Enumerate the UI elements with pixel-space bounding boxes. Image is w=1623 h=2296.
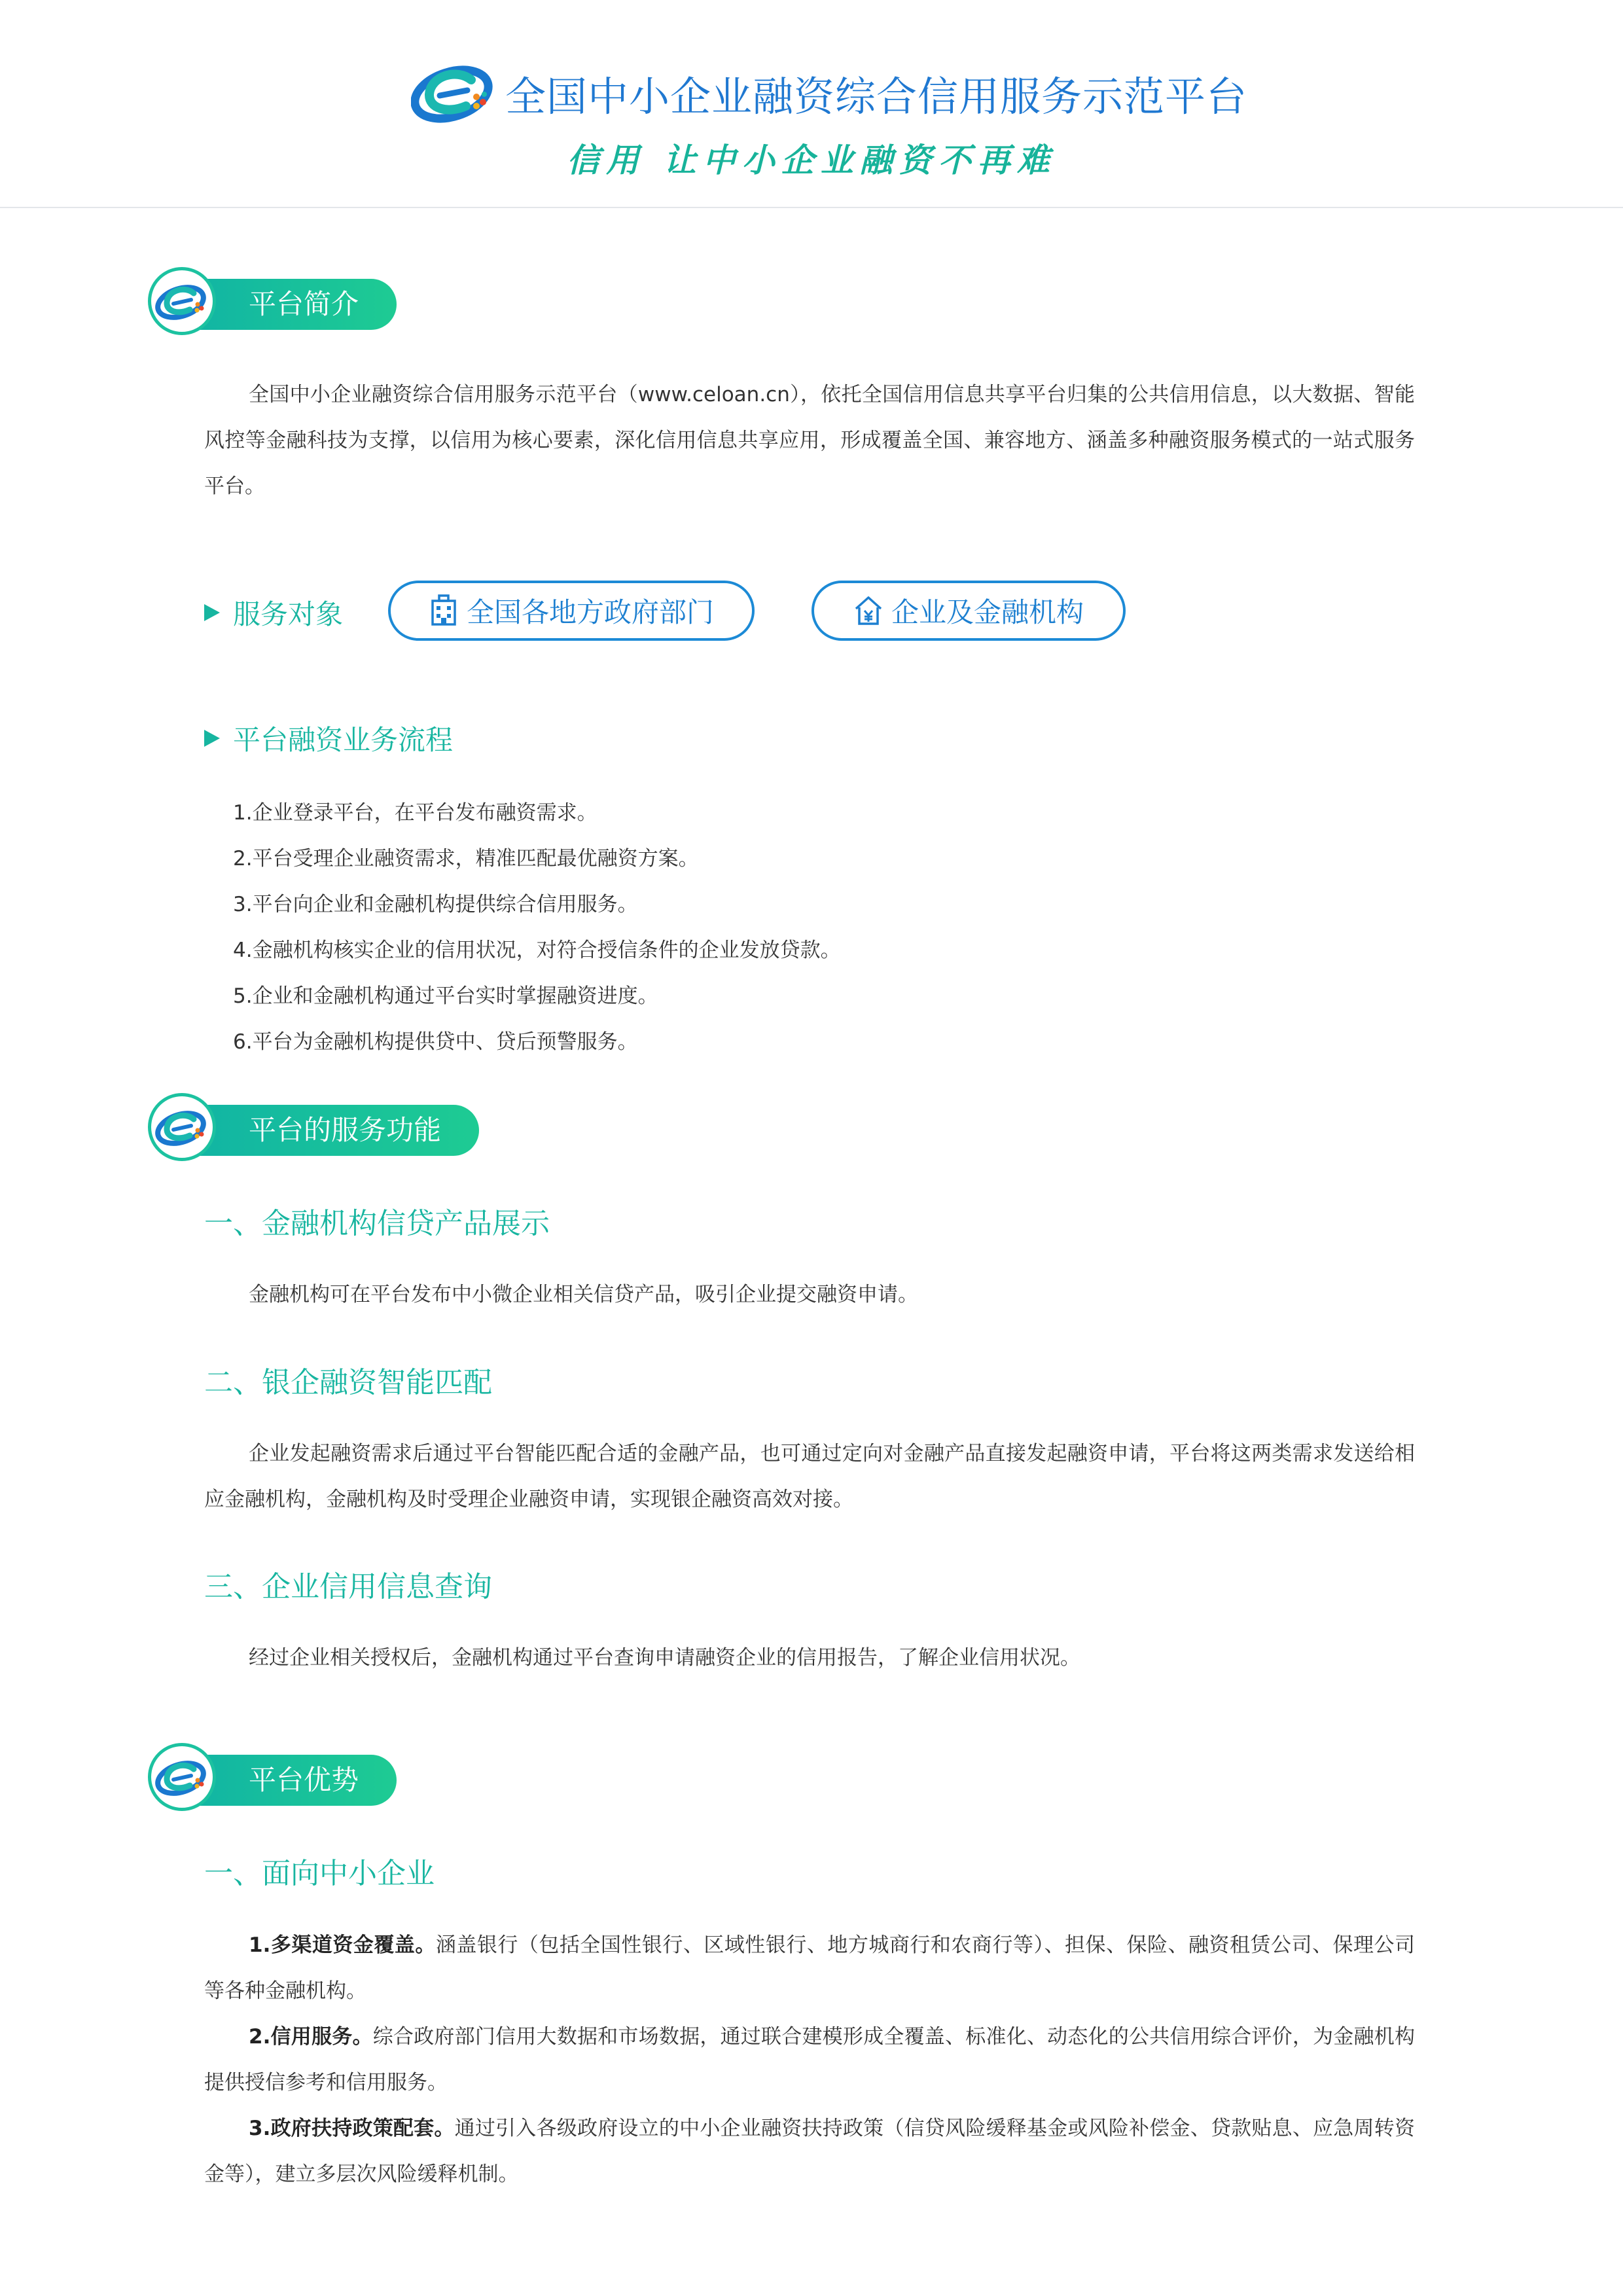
section-badge-label: 平台优势 xyxy=(186,1755,397,1806)
bank-house-icon xyxy=(853,594,883,627)
section-logo-icon xyxy=(148,1743,216,1811)
process-heading xyxy=(204,719,453,758)
list-item: 1.企业登录平台，在平台发布融资需求。 xyxy=(233,801,597,825)
function-text-1: 金融机构可在平台发布中小微企业相关信贷产品，吸引企业提交融资申请。 xyxy=(249,1283,918,1306)
intro-paragraph: 全国中小企业融资综合信用服务示范平台（www.celoan.cn），依托全国信用信息共享平台归集的公共信用信息，以大数据、智能风控等金融科技为支撑，以信用为核心要素，深化信用信息共享应用，形成覆盖全国、兼容地方、涵盖多种融资服务模式的一站式服务平台。 xyxy=(204,383,1415,498)
section-badge-label: 平台简介 xyxy=(186,279,397,330)
function-heading-3: 三、企业信用信息查询 xyxy=(204,1570,492,1604)
target-government-label: 全国各地方政府部门 xyxy=(466,596,714,628)
list-item: 3.平台向企业和金融机构提供综合信用服务。 xyxy=(233,893,638,916)
advantage-item-2 xyxy=(204,2014,1415,2106)
advantage-item-3 xyxy=(204,2106,1415,2197)
service-targets-heading xyxy=(204,593,343,632)
advantage-item-text: 综合政府部门信用大数据和市场数据，通过联合建模形成全覆盖、标准化、动态化的公共信用综合评价，为金融机构提供授信参考和信用服务。 xyxy=(204,2025,1415,2094)
function-text-3: 经过企业相关授权后，金融机构通过平台查询申请融资企业的信用报告，了解企业信用状况。 xyxy=(249,1646,1080,1670)
target-government-button[interactable] xyxy=(388,581,755,641)
advantage-heading: 一、面向中小企业 xyxy=(204,1857,435,1890)
section-logo-icon xyxy=(148,1093,216,1161)
platform-logo-icon xyxy=(154,1102,209,1152)
platform-logo-icon xyxy=(154,1752,209,1802)
government-building-icon xyxy=(429,594,459,627)
arrow-right-icon xyxy=(204,730,220,747)
platform-logo-icon xyxy=(411,54,496,132)
platform-logo-icon xyxy=(154,276,209,326)
advantage-item-title: 2.信用服务。 xyxy=(249,2025,373,2049)
target-enterprise-button[interactable] xyxy=(812,581,1126,641)
section-badge-label: 平台的服务功能 xyxy=(186,1105,479,1156)
target-enterprise-label: 企业及金融机构 xyxy=(891,596,1084,628)
service-targets-label: 服务对象 xyxy=(233,598,344,630)
advantage-item-title: 1.多渠道资金覆盖。 xyxy=(249,1933,436,1957)
function-heading-2: 二、银企融资智能匹配 xyxy=(204,1366,492,1399)
function-text-2: 企业发起融资需求后通过平台智能匹配合适的金融产品，也可通过定向对金融产品直接发起融资申请，平台将这两类需求发送给相应金融机构，金融机构及时受理企业融资申请，实现银企融资高效对接。 xyxy=(204,1442,1415,1511)
advantage-item-title: 3.政府扶持政策配套。 xyxy=(249,2117,455,2140)
brand[interactable] xyxy=(411,54,1247,132)
list-item: 2.平台受理企业融资需求，精准匹配最优融资方案。 xyxy=(233,847,699,870)
arrow-right-icon xyxy=(204,604,220,621)
process-label: 平台融资业务流程 xyxy=(233,724,454,756)
site-title: 全国中小企业融资综合信用服务示范平台 xyxy=(505,72,1248,120)
advantage-item-text: 通过引入各级政府设立的中小企业融资扶持政策（信贷风险缓释基金或风险补偿金、贷款贴息、应急周转资金等），建立多层次风险缓释机制。 xyxy=(204,2117,1415,2186)
process-steps-list xyxy=(233,790,841,1065)
function-heading-1: 一、金融机构信贷产品展示 xyxy=(204,1207,550,1240)
list-item: 4.金融机构核实企业的信用状况，对符合授信条件的企业发放贷款。 xyxy=(233,939,841,962)
page-header xyxy=(0,0,1623,208)
advantage-item-text: 涵盖银行（包括全国性银行、区域性银行、地方城商行和农商行等）、担保、保险、融资租赁公司、保理公司等各种金融机构。 xyxy=(204,1933,1415,2003)
list-item: 6.平台为金融机构提供贷中、贷后预警服务。 xyxy=(233,1030,638,1054)
list-item: 5.企业和金融机构通过平台实时掌握融资进度。 xyxy=(233,984,658,1008)
section-logo-icon xyxy=(148,267,216,335)
advantage-item-1 xyxy=(204,1922,1415,2014)
site-slogan: 信用 让中小企业融资不再难 xyxy=(567,141,1056,179)
